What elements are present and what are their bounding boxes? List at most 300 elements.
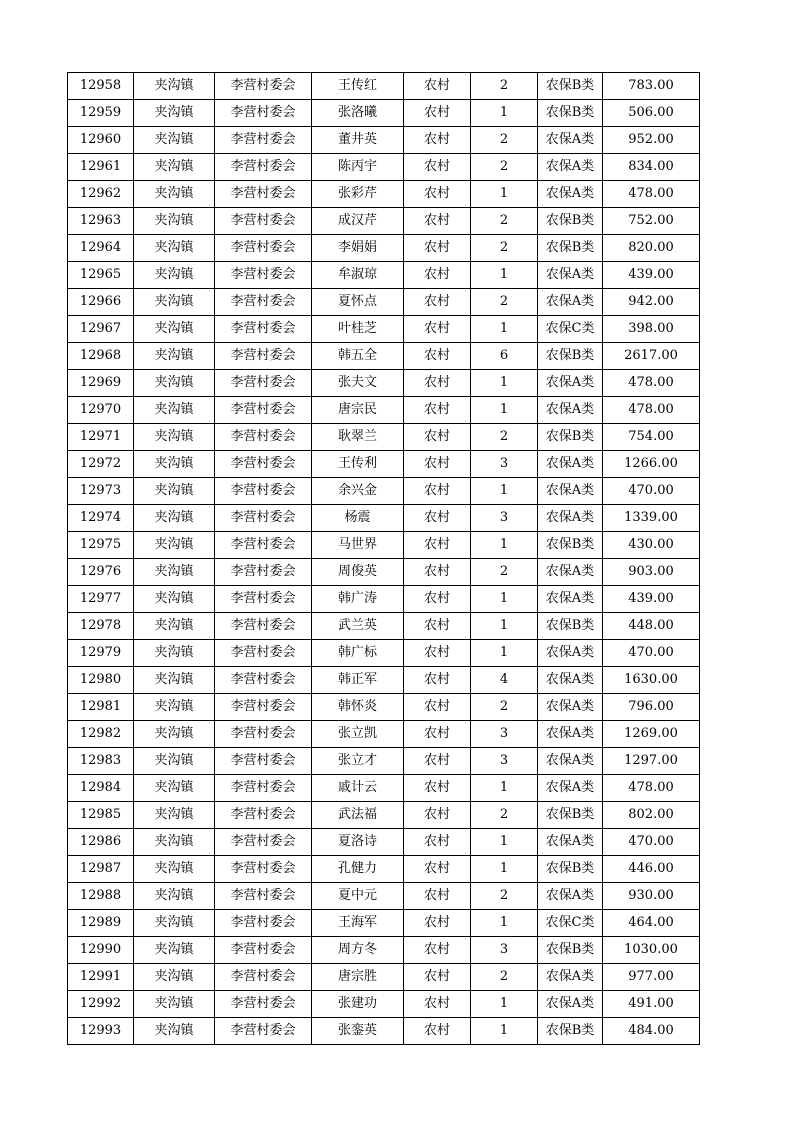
- amount-cell: 2617.00: [603, 343, 700, 370]
- insurance-category-cell: 农保C类: [538, 910, 603, 937]
- record-id-cell: 12968: [68, 343, 134, 370]
- household-count-cell: 1: [471, 397, 538, 424]
- town-cell: 夹沟镇: [134, 1018, 215, 1045]
- table-row: [68, 208, 700, 235]
- person-name-cell: 陈丙宇: [312, 154, 404, 181]
- amount-cell: 446.00: [603, 856, 700, 883]
- town-cell: 夹沟镇: [134, 343, 215, 370]
- table-row: [68, 721, 700, 748]
- village-committee-cell: 李营村委会: [215, 991, 312, 1018]
- table-row: [68, 802, 700, 829]
- insurance-category-cell: 农保B类: [538, 532, 603, 559]
- record-id-cell: 12987: [68, 856, 134, 883]
- village-committee-cell: 李营村委会: [215, 100, 312, 127]
- amount-cell: 930.00: [603, 883, 700, 910]
- person-name-cell: 成汉芹: [312, 208, 404, 235]
- table-row: [68, 775, 700, 802]
- village-committee-cell: 李营村委会: [215, 235, 312, 262]
- insurance-category-cell: 农保A类: [538, 478, 603, 505]
- town-cell: 夹沟镇: [134, 559, 215, 586]
- area-type-cell: 农村: [404, 613, 471, 640]
- person-name-cell: 张洛曦: [312, 100, 404, 127]
- insurance-category-cell: 农保B类: [538, 100, 603, 127]
- village-committee-cell: 李营村委会: [215, 262, 312, 289]
- insurance-category-cell: 农保A类: [538, 748, 603, 775]
- town-cell: 夹沟镇: [134, 586, 215, 613]
- table-row: [68, 424, 700, 451]
- household-count-cell: 2: [471, 127, 538, 154]
- insurance-category-cell: 农保A类: [538, 289, 603, 316]
- table-row: [68, 532, 700, 559]
- amount-cell: 506.00: [603, 100, 700, 127]
- person-name-cell: 武兰英: [312, 613, 404, 640]
- table-row: [68, 127, 700, 154]
- amount-cell: 1266.00: [603, 451, 700, 478]
- village-committee-cell: 李营村委会: [215, 316, 312, 343]
- person-name-cell: 余兴金: [312, 478, 404, 505]
- town-cell: 夹沟镇: [134, 370, 215, 397]
- insurance-category-cell: 农保A类: [538, 127, 603, 154]
- amount-cell: 942.00: [603, 289, 700, 316]
- village-committee-cell: 李营村委会: [215, 856, 312, 883]
- town-cell: 夹沟镇: [134, 721, 215, 748]
- amount-cell: 464.00: [603, 910, 700, 937]
- amount-cell: 903.00: [603, 559, 700, 586]
- household-count-cell: 2: [471, 73, 538, 100]
- insurance-category-cell: 农保B类: [538, 613, 603, 640]
- amount-cell: 754.00: [603, 424, 700, 451]
- record-id-cell: 12989: [68, 910, 134, 937]
- household-count-cell: 3: [471, 721, 538, 748]
- person-name-cell: 李娟娟: [312, 235, 404, 262]
- insurance-category-cell: 农保C类: [538, 316, 603, 343]
- area-type-cell: 农村: [404, 100, 471, 127]
- village-committee-cell: 李营村委会: [215, 424, 312, 451]
- village-committee-cell: 李营村委会: [215, 127, 312, 154]
- household-count-cell: 2: [471, 289, 538, 316]
- amount-cell: 448.00: [603, 613, 700, 640]
- area-type-cell: 农村: [404, 235, 471, 262]
- record-id-cell: 12974: [68, 505, 134, 532]
- amount-cell: 439.00: [603, 586, 700, 613]
- household-count-cell: 1: [471, 478, 538, 505]
- village-committee-cell: 李营村委会: [215, 397, 312, 424]
- village-committee-cell: 李营村委会: [215, 154, 312, 181]
- table-row: [68, 451, 700, 478]
- household-count-cell: 1: [471, 1018, 538, 1045]
- town-cell: 夹沟镇: [134, 451, 215, 478]
- household-count-cell: 1: [471, 181, 538, 208]
- household-count-cell: 1: [471, 532, 538, 559]
- insurance-category-cell: 农保B类: [538, 937, 603, 964]
- person-name-cell: 夏怀点: [312, 289, 404, 316]
- household-count-cell: 1: [471, 613, 538, 640]
- amount-cell: 478.00: [603, 775, 700, 802]
- record-id-cell: 12993: [68, 1018, 134, 1045]
- household-count-cell: 2: [471, 424, 538, 451]
- town-cell: 夹沟镇: [134, 640, 215, 667]
- village-committee-cell: 李营村委会: [215, 748, 312, 775]
- village-committee-cell: 李营村委会: [215, 343, 312, 370]
- amount-cell: 802.00: [603, 802, 700, 829]
- town-cell: 夹沟镇: [134, 505, 215, 532]
- person-name-cell: 韩广涛: [312, 586, 404, 613]
- village-committee-cell: 李营村委会: [215, 694, 312, 721]
- insurance-category-cell: 农保B类: [538, 424, 603, 451]
- person-name-cell: 叶桂芝: [312, 316, 404, 343]
- area-type-cell: 农村: [404, 343, 471, 370]
- area-type-cell: 农村: [404, 640, 471, 667]
- village-committee-cell: 李营村委会: [215, 667, 312, 694]
- insurance-category-cell: 农保A类: [538, 154, 603, 181]
- record-id-cell: 12972: [68, 451, 134, 478]
- amount-cell: 439.00: [603, 262, 700, 289]
- town-cell: 夹沟镇: [134, 73, 215, 100]
- person-name-cell: 王传红: [312, 73, 404, 100]
- area-type-cell: 农村: [404, 721, 471, 748]
- record-id-cell: 12992: [68, 991, 134, 1018]
- person-name-cell: 张彩芹: [312, 181, 404, 208]
- insurance-category-cell: 农保A类: [538, 640, 603, 667]
- record-id-cell: 12977: [68, 586, 134, 613]
- area-type-cell: 农村: [404, 775, 471, 802]
- record-id-cell: 12964: [68, 235, 134, 262]
- insurance-category-cell: 农保B类: [538, 73, 603, 100]
- insurance-category-cell: 农保A类: [538, 964, 603, 991]
- town-cell: 夹沟镇: [134, 613, 215, 640]
- person-name-cell: 马世界: [312, 532, 404, 559]
- record-id-cell: 12984: [68, 775, 134, 802]
- household-count-cell: 1: [471, 910, 538, 937]
- table-row: [68, 235, 700, 262]
- person-name-cell: 耿翠兰: [312, 424, 404, 451]
- area-type-cell: 农村: [404, 181, 471, 208]
- person-name-cell: 武法福: [312, 802, 404, 829]
- amount-cell: 470.00: [603, 478, 700, 505]
- record-id-cell: 12978: [68, 613, 134, 640]
- village-committee-cell: 李营村委会: [215, 586, 312, 613]
- area-type-cell: 农村: [404, 397, 471, 424]
- household-count-cell: 1: [471, 775, 538, 802]
- town-cell: 夹沟镇: [134, 289, 215, 316]
- village-committee-cell: 李营村委会: [215, 532, 312, 559]
- area-type-cell: 农村: [404, 73, 471, 100]
- record-id-cell: 12967: [68, 316, 134, 343]
- household-count-cell: 3: [471, 748, 538, 775]
- village-committee-cell: 李营村委会: [215, 1018, 312, 1045]
- person-name-cell: 杨震: [312, 505, 404, 532]
- village-committee-cell: 李营村委会: [215, 289, 312, 316]
- table-row: [68, 343, 700, 370]
- table-row: [68, 667, 700, 694]
- town-cell: 夹沟镇: [134, 262, 215, 289]
- insurance-category-cell: 农保A类: [538, 586, 603, 613]
- amount-cell: 491.00: [603, 991, 700, 1018]
- person-name-cell: 周俊英: [312, 559, 404, 586]
- village-committee-cell: 李营村委会: [215, 451, 312, 478]
- area-type-cell: 农村: [404, 289, 471, 316]
- table-row: [68, 370, 700, 397]
- area-type-cell: 农村: [404, 937, 471, 964]
- table-row: [68, 613, 700, 640]
- person-name-cell: 张立才: [312, 748, 404, 775]
- insurance-category-cell: 农保A类: [538, 775, 603, 802]
- roster-table: [67, 72, 700, 1045]
- town-cell: 夹沟镇: [134, 424, 215, 451]
- record-id-cell: 12959: [68, 100, 134, 127]
- amount-cell: 478.00: [603, 181, 700, 208]
- town-cell: 夹沟镇: [134, 802, 215, 829]
- amount-cell: 1630.00: [603, 667, 700, 694]
- table-row: [68, 1018, 700, 1045]
- record-id-cell: 12969: [68, 370, 134, 397]
- person-name-cell: 韩广标: [312, 640, 404, 667]
- town-cell: 夹沟镇: [134, 208, 215, 235]
- town-cell: 夹沟镇: [134, 181, 215, 208]
- person-name-cell: 夏洛诗: [312, 829, 404, 856]
- household-count-cell: 1: [471, 370, 538, 397]
- person-name-cell: 张銮英: [312, 1018, 404, 1045]
- record-id-cell: 12982: [68, 721, 134, 748]
- town-cell: 夹沟镇: [134, 316, 215, 343]
- amount-cell: 796.00: [603, 694, 700, 721]
- town-cell: 夹沟镇: [134, 775, 215, 802]
- area-type-cell: 农村: [404, 559, 471, 586]
- record-id-cell: 12975: [68, 532, 134, 559]
- insurance-category-cell: 农保A类: [538, 829, 603, 856]
- household-count-cell: 2: [471, 235, 538, 262]
- household-count-cell: 2: [471, 154, 538, 181]
- person-name-cell: 张夫文: [312, 370, 404, 397]
- insurance-category-cell: 农保B类: [538, 235, 603, 262]
- area-type-cell: 农村: [404, 505, 471, 532]
- table-row: [68, 559, 700, 586]
- town-cell: 夹沟镇: [134, 748, 215, 775]
- village-committee-cell: 李营村委会: [215, 883, 312, 910]
- table-row: [68, 397, 700, 424]
- area-type-cell: 农村: [404, 127, 471, 154]
- record-id-cell: 12962: [68, 181, 134, 208]
- amount-cell: 1297.00: [603, 748, 700, 775]
- record-id-cell: 12979: [68, 640, 134, 667]
- amount-cell: 478.00: [603, 397, 700, 424]
- record-id-cell: 12965: [68, 262, 134, 289]
- insurance-category-cell: 农保A类: [538, 370, 603, 397]
- area-type-cell: 农村: [404, 1018, 471, 1045]
- table-row: [68, 478, 700, 505]
- insurance-category-cell: 农保A类: [538, 505, 603, 532]
- table-row: [68, 829, 700, 856]
- record-id-cell: 12991: [68, 964, 134, 991]
- amount-cell: 1339.00: [603, 505, 700, 532]
- record-id-cell: 12970: [68, 397, 134, 424]
- town-cell: 夹沟镇: [134, 667, 215, 694]
- record-id-cell: 12981: [68, 694, 134, 721]
- household-count-cell: 4: [471, 667, 538, 694]
- table-row: [68, 505, 700, 532]
- table-row: [68, 694, 700, 721]
- household-count-cell: 1: [471, 640, 538, 667]
- amount-cell: 484.00: [603, 1018, 700, 1045]
- area-type-cell: 农村: [404, 451, 471, 478]
- area-type-cell: 农村: [404, 883, 471, 910]
- area-type-cell: 农村: [404, 748, 471, 775]
- area-type-cell: 农村: [404, 910, 471, 937]
- insurance-category-cell: 农保A类: [538, 262, 603, 289]
- area-type-cell: 农村: [404, 964, 471, 991]
- table-row: [68, 964, 700, 991]
- amount-cell: 478.00: [603, 370, 700, 397]
- area-type-cell: 农村: [404, 802, 471, 829]
- insurance-category-cell: 农保B类: [538, 343, 603, 370]
- town-cell: 夹沟镇: [134, 883, 215, 910]
- household-count-cell: 3: [471, 937, 538, 964]
- record-id-cell: 12958: [68, 73, 134, 100]
- insurance-category-cell: 农保A类: [538, 694, 603, 721]
- table-row: [68, 910, 700, 937]
- record-id-cell: 12985: [68, 802, 134, 829]
- household-count-cell: 1: [471, 100, 538, 127]
- village-committee-cell: 李营村委会: [215, 775, 312, 802]
- person-name-cell: 董井英: [312, 127, 404, 154]
- record-id-cell: 12988: [68, 883, 134, 910]
- record-id-cell: 12961: [68, 154, 134, 181]
- amount-cell: 470.00: [603, 640, 700, 667]
- record-id-cell: 12971: [68, 424, 134, 451]
- insurance-category-cell: 农保B类: [538, 802, 603, 829]
- household-count-cell: 3: [471, 451, 538, 478]
- record-id-cell: 12966: [68, 289, 134, 316]
- record-id-cell: 12983: [68, 748, 134, 775]
- household-count-cell: 2: [471, 694, 538, 721]
- household-count-cell: 1: [471, 856, 538, 883]
- person-name-cell: 韩五全: [312, 343, 404, 370]
- town-cell: 夹沟镇: [134, 937, 215, 964]
- person-name-cell: 王传利: [312, 451, 404, 478]
- person-name-cell: 牟淑琼: [312, 262, 404, 289]
- area-type-cell: 农村: [404, 154, 471, 181]
- area-type-cell: 农村: [404, 370, 471, 397]
- town-cell: 夹沟镇: [134, 910, 215, 937]
- table-row: [68, 181, 700, 208]
- town-cell: 夹沟镇: [134, 532, 215, 559]
- village-committee-cell: 李营村委会: [215, 559, 312, 586]
- household-count-cell: 6: [471, 343, 538, 370]
- amount-cell: 834.00: [603, 154, 700, 181]
- record-id-cell: 12960: [68, 127, 134, 154]
- village-committee-cell: 李营村委会: [215, 478, 312, 505]
- person-name-cell: 唐宗胜: [312, 964, 404, 991]
- insurance-category-cell: 农保B类: [538, 1018, 603, 1045]
- insurance-category-cell: 农保A类: [538, 397, 603, 424]
- table-row: [68, 100, 700, 127]
- record-id-cell: 12980: [68, 667, 134, 694]
- table-row: [68, 856, 700, 883]
- village-committee-cell: 李营村委会: [215, 721, 312, 748]
- area-type-cell: 农村: [404, 856, 471, 883]
- table-row: [68, 748, 700, 775]
- town-cell: 夹沟镇: [134, 964, 215, 991]
- record-id-cell: 12963: [68, 208, 134, 235]
- village-committee-cell: 李营村委会: [215, 910, 312, 937]
- amount-cell: 1030.00: [603, 937, 700, 964]
- table-row: [68, 316, 700, 343]
- amount-cell: 470.00: [603, 829, 700, 856]
- record-id-cell: 12976: [68, 559, 134, 586]
- household-count-cell: 1: [471, 586, 538, 613]
- area-type-cell: 农村: [404, 829, 471, 856]
- table-row: [68, 883, 700, 910]
- village-committee-cell: 李营村委会: [215, 829, 312, 856]
- household-count-cell: 3: [471, 505, 538, 532]
- person-name-cell: 张立凯: [312, 721, 404, 748]
- insurance-category-cell: 农保A类: [538, 181, 603, 208]
- person-name-cell: 韩正军: [312, 667, 404, 694]
- town-cell: 夹沟镇: [134, 154, 215, 181]
- village-committee-cell: 李营村委会: [215, 370, 312, 397]
- town-cell: 夹沟镇: [134, 694, 215, 721]
- town-cell: 夹沟镇: [134, 991, 215, 1018]
- table-row: [68, 154, 700, 181]
- person-name-cell: 戚计云: [312, 775, 404, 802]
- person-name-cell: 周方冬: [312, 937, 404, 964]
- area-type-cell: 农村: [404, 532, 471, 559]
- person-name-cell: 唐宗民: [312, 397, 404, 424]
- table-row: [68, 937, 700, 964]
- record-id-cell: 12973: [68, 478, 134, 505]
- village-committee-cell: 李营村委会: [215, 181, 312, 208]
- area-type-cell: 农村: [404, 208, 471, 235]
- household-count-cell: 1: [471, 316, 538, 343]
- village-committee-cell: 李营村委会: [215, 613, 312, 640]
- person-name-cell: 韩怀炎: [312, 694, 404, 721]
- amount-cell: 752.00: [603, 208, 700, 235]
- amount-cell: 977.00: [603, 964, 700, 991]
- table-row: [68, 991, 700, 1018]
- insurance-category-cell: 农保A类: [538, 667, 603, 694]
- household-count-cell: 1: [471, 829, 538, 856]
- area-type-cell: 农村: [404, 586, 471, 613]
- record-id-cell: 12986: [68, 829, 134, 856]
- area-type-cell: 农村: [404, 316, 471, 343]
- person-name-cell: 孔健力: [312, 856, 404, 883]
- insurance-category-cell: 农保B类: [538, 208, 603, 235]
- town-cell: 夹沟镇: [134, 829, 215, 856]
- household-count-cell: 2: [471, 964, 538, 991]
- town-cell: 夹沟镇: [134, 856, 215, 883]
- area-type-cell: 农村: [404, 694, 471, 721]
- household-count-cell: 2: [471, 802, 538, 829]
- person-name-cell: 王海军: [312, 910, 404, 937]
- area-type-cell: 农村: [404, 667, 471, 694]
- village-committee-cell: 李营村委会: [215, 802, 312, 829]
- household-count-cell: 2: [471, 883, 538, 910]
- village-committee-cell: 李营村委会: [215, 964, 312, 991]
- insurance-category-cell: 农保A类: [538, 451, 603, 478]
- insurance-category-cell: 农保A类: [538, 991, 603, 1018]
- amount-cell: 952.00: [603, 127, 700, 154]
- household-count-cell: 2: [471, 559, 538, 586]
- area-type-cell: 农村: [404, 262, 471, 289]
- amount-cell: 820.00: [603, 235, 700, 262]
- amount-cell: 783.00: [603, 73, 700, 100]
- area-type-cell: 农村: [404, 424, 471, 451]
- town-cell: 夹沟镇: [134, 100, 215, 127]
- table-row: [68, 262, 700, 289]
- insurance-category-cell: 农保A类: [538, 559, 603, 586]
- amount-cell: 1269.00: [603, 721, 700, 748]
- insurance-category-cell: 农保A类: [538, 721, 603, 748]
